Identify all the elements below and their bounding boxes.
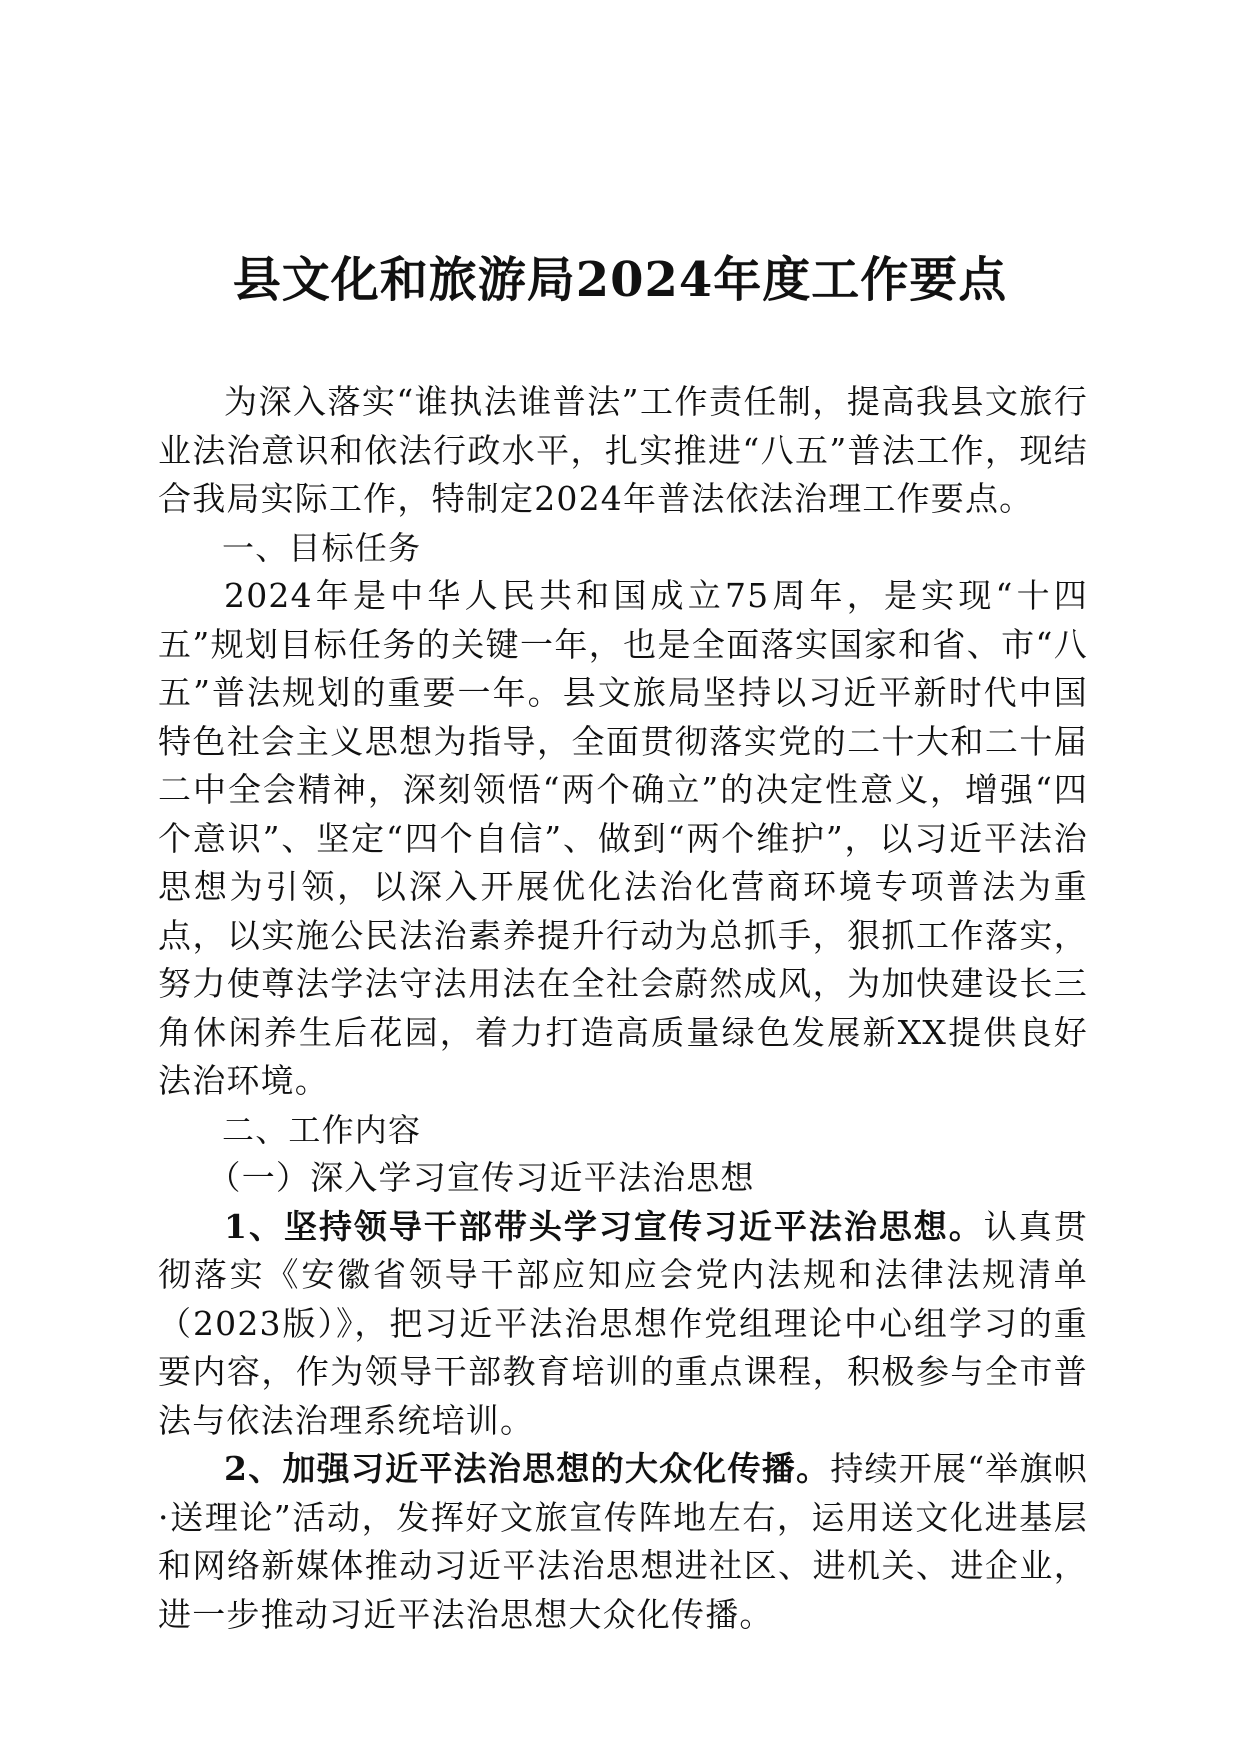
intro-paragraph: 为深入落实“谁执法谁普法”工作责任制，提高我县文旅行业法治意识和依法行政水平，扎实推进“八五”普法工作，现结合我局实际工作，特制定2024年普法依法治理工作要点。 (158, 382, 1088, 518)
item-title-2: 2、加强习近平法治思想的大众化传播。 (224, 1449, 831, 1488)
subsection-heading-study: （一）深入学习宣传习近平法治思想 (207, 1158, 755, 1197)
item-paragraph-1 (158, 1203, 1088, 1446)
goals-paragraph: 2024年是中华人民共和国成立75周年，是实现“十四五”规划目标任务的关键一年，也是全面落实国家和省、市“八五”普法规划的重要一年。县文旅局坚持以习近平新时代中国特色社会主义思想为指导，全面贯彻落实党的二十大和二十届二中全会精神，深刻领悟“两个确立”的决定性意义，增强“四个意识”、坚定“四个自信”、做到“两个维护”，以习近平法治思想为引领，以深入开展优化法治化营商环境专项普法为重点，以实施公民法治素养提升行动为总抓手，狠抓工作落实，努力使尊法学法守法用法在全社会蔚然成风，为加快建设长三角休闲养生后花园，着力打造高质量绿色发展新XX提供良好法治环境。 (158, 576, 1088, 1100)
document-body (158, 378, 1088, 1639)
item-body-1: 认真贯彻落实《安徽省领导干部应知应会党内法规和法律法规清单（2023版）》，把习近平法治思想作党组理论中心组学习的重要内容，作为领导干部教育培训的重点课程，积极参与全市普法与依法治理系统培训。 (158, 1206, 1088, 1440)
section-heading-goals: 一、目标任务 (222, 528, 422, 567)
item-body-2: 持续开展“举旗帜·送理论”活动，发挥好文旅宣传阵地左右，运用送文化进基层和网络新媒体推动习近平法治思想进社区、进机关、进企业，进一步推动习近平法治思想大众化传播。 (158, 1449, 1088, 1634)
document-title: 县文化和旅游局2024年度工作要点 (232, 252, 1008, 308)
item-title-1: 1、坚持领导干部带头学习宣传习近平法治思想。 (224, 1206, 984, 1246)
item-paragraph-2 (158, 1445, 1088, 1639)
section-heading-work-content: 二、工作内容 (222, 1110, 422, 1149)
